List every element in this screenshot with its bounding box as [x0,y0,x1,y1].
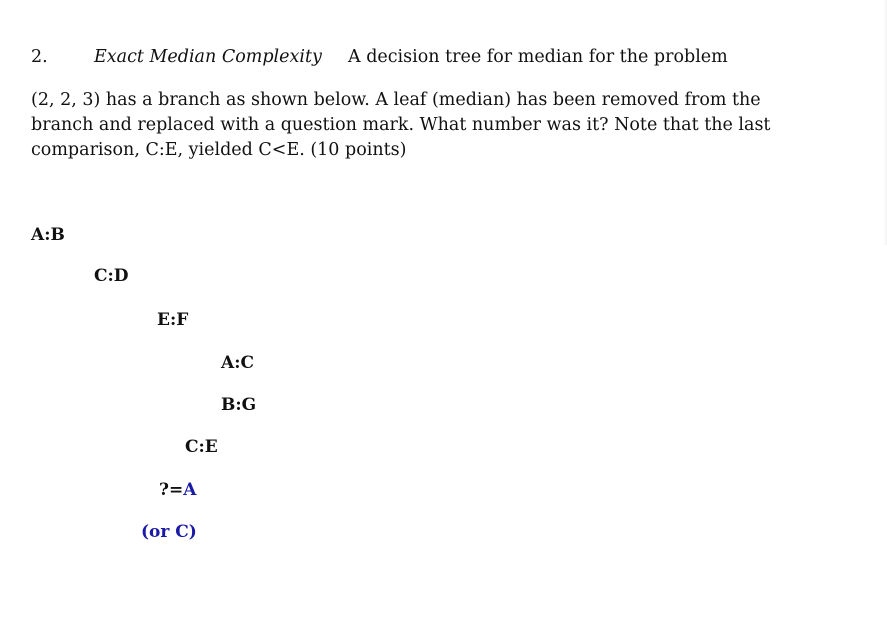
tree-node-e-f: E:F [157,310,189,330]
question-body-line: comparison, C:E, yielded C<E. (10 points) [31,140,407,160]
tree-leaf [159,479,196,501]
leaf-answer: A [183,480,197,500]
question-body [31,88,821,163]
tree-node-a-c: A:C [221,353,254,373]
question-body-line: branch and replaced with a question mark. What number was it? Note that the last [31,115,771,135]
tree-node-a-b: A:B [31,225,65,245]
question-body-line: (2, 2, 3) has a branch as shown below. A leaf (median) has been removed from the [31,90,761,110]
question-topic: Exact Median Complexity [94,47,322,67]
question-number: 2. [31,47,48,67]
tree-node-c-d: C:D [94,266,129,286]
question-intro: A decision tree for median for the problem [348,47,728,67]
tree-node-c-e: C:E [185,437,218,457]
tree-node-b-g: B:G [221,395,257,415]
leaf-question-mark: ?= [159,480,184,500]
leaf-alternative-answer: (or C) [141,522,197,542]
question-header [31,46,728,68]
